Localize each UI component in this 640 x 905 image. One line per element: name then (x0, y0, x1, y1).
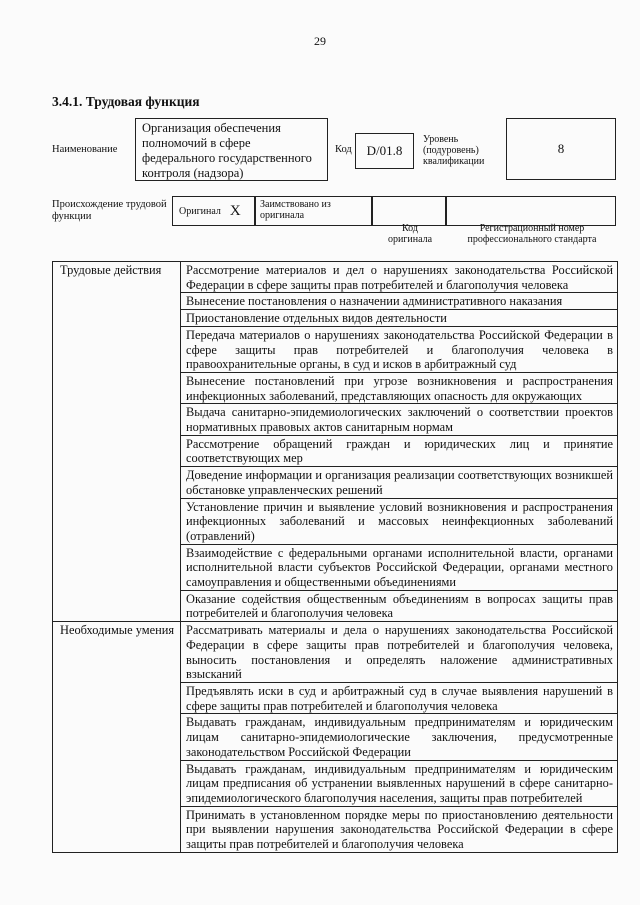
section-item: Предъявлять иски в суд и арбитражный суд в случае выявления нарушений в сфере защиты прав потребителей и благополучия человека (181, 682, 618, 713)
reg-number-cell (446, 196, 616, 226)
section-item: Рассматривать материалы и дела о нарушениях законодательства Российской Федерации в сфере защиты прав потребителей и благополучия человека, выносить постановления и определять наложение административных взысканий (181, 622, 618, 683)
section-item: Вынесение постановлений при угрозе возникновения и распространения инфекционных заболеваний, представляющих опасность для окружающих (181, 372, 618, 403)
section-item: Рассмотрение обращений граждан и юридических лиц и принятие соответствующих мер (181, 435, 618, 466)
section-item: Выдавать гражданам, индивидуальным предпринимателям и юридическим лицам предписания об устранении выявленных нарушений в сфере санитарно-эпидемиологического благополучия населения, защиты прав потребителей (181, 760, 618, 806)
section-label: Необходимые умения (53, 622, 181, 853)
section-item: Установление причин и выявление условий возникновения и распространения инфекционных заболеваний и массовых неинфекционных заболеваний (отравлений) (181, 498, 618, 544)
section-item: Выдавать гражданам, индивидуальным предпринимателям и юридическим лицам санитарно-эпидемиологические заключения, предусмотренные законодательством Российской Федерации (181, 714, 618, 760)
section-item: Взаимодействие с федеральными органами исполнительной власти, органами исполнительной власти субъектов Российской Федерации, органами местного самоуправления и общественными объединениями (181, 544, 618, 590)
work-function-table (52, 261, 618, 853)
section-item: Рассмотрение материалов и дел о нарушениях законодательства Российской Федерации в сфере защиты прав потребителей и благополучия человека (181, 262, 618, 293)
code-value: D/01.8 (355, 133, 414, 169)
section-item: Доведение информации и организация реализации соответствующих возникшей обстановке управленческих решений (181, 467, 618, 498)
name-label: Наименование (52, 144, 118, 155)
reg-number-caption: Регистрационный номер профессионального стандарта (467, 223, 597, 245)
original-mark: X (229, 202, 241, 219)
code-label: Код (335, 144, 352, 155)
level-label: Уровень (подуровень) квалификации (423, 134, 485, 167)
code-original-cell (372, 196, 446, 226)
section-item: Приостановление отдельных видов деятельности (181, 310, 618, 327)
name-value: Организация обеспечения полномочий в сфере федерального государственного контроля (надзора) (135, 118, 328, 181)
table-row (53, 262, 618, 293)
section-label: Трудовые действия (53, 262, 181, 622)
section-item: Принимать в установленном порядке меры по приостановлению деятельности при выявлении нарушения законодательства Российской Федерации в сфере защиты прав потребителей и благополучия человека (181, 806, 618, 852)
section-item: Оказание содействия общественным объединениям в вопросах защиты прав потребителей и благополучия человека (181, 590, 618, 621)
section-item: Вынесение постановления о назначении административного наказания (181, 293, 618, 310)
borrowed-label: Заимствовано из оригинала (255, 196, 372, 226)
original-cell (172, 196, 255, 226)
table-row (53, 622, 618, 683)
section-title: 3.4.1. Трудовая функция (52, 94, 200, 109)
origin-label: Происхождение трудовой функции (52, 199, 167, 222)
section-item: Передача материалов о нарушениях законодательства Российской Федерации в сфере защиты прав потребителей и благополучия человека в правоохранительные органы, в суд и исков в арбитражный суд (181, 326, 618, 372)
original-label: Оригинал (179, 205, 221, 217)
code-original-caption: Код оригинала (387, 223, 433, 245)
level-value: 8 (506, 118, 616, 180)
page-number: 29 (314, 34, 326, 48)
section-item: Выдача санитарно-эпидемиологических заключений о соответствии проектов нормативных правовых актов санитарным нормам (181, 404, 618, 435)
